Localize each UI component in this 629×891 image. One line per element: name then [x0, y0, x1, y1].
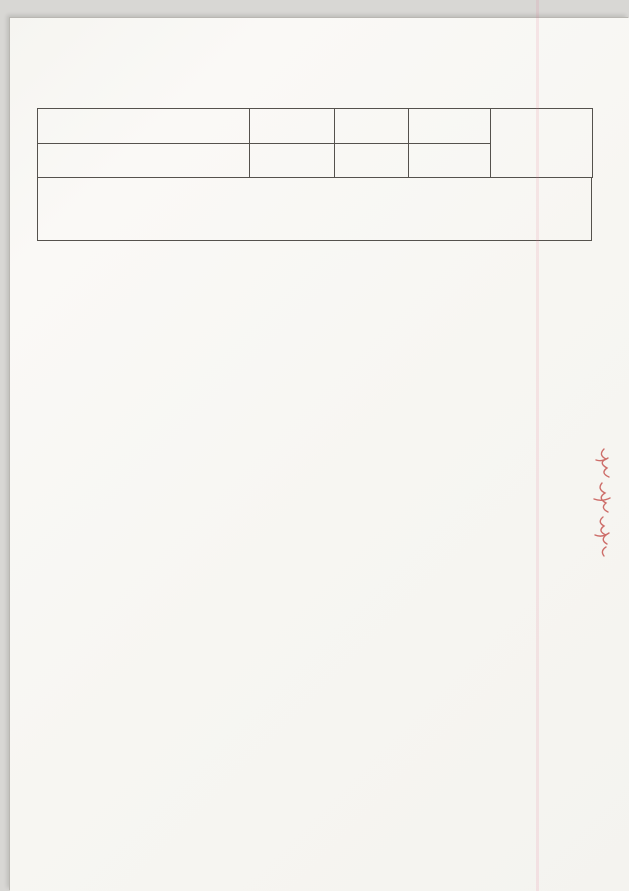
- blank-remainder-box: [37, 178, 592, 241]
- location-1: [250, 144, 335, 178]
- results-table-header: [38, 109, 593, 178]
- scanner-streak: [536, 0, 539, 891]
- blank-below-note: [38, 178, 591, 190]
- sample-id-1: [250, 109, 335, 144]
- sample-id-2: [335, 109, 409, 144]
- sampling-location-label: [38, 144, 250, 178]
- standard-limit-header: [491, 109, 593, 178]
- report-document: [37, 62, 592, 241]
- location-3: [409, 144, 491, 178]
- results-table: [37, 108, 593, 178]
- report-meta-row: [37, 78, 592, 96]
- sample-id-3: [409, 109, 491, 144]
- header-row-sample-id: [38, 109, 593, 144]
- red-stamp-mark: [590, 446, 616, 558]
- location-2: [335, 144, 409, 178]
- sample-id-label: [38, 109, 250, 144]
